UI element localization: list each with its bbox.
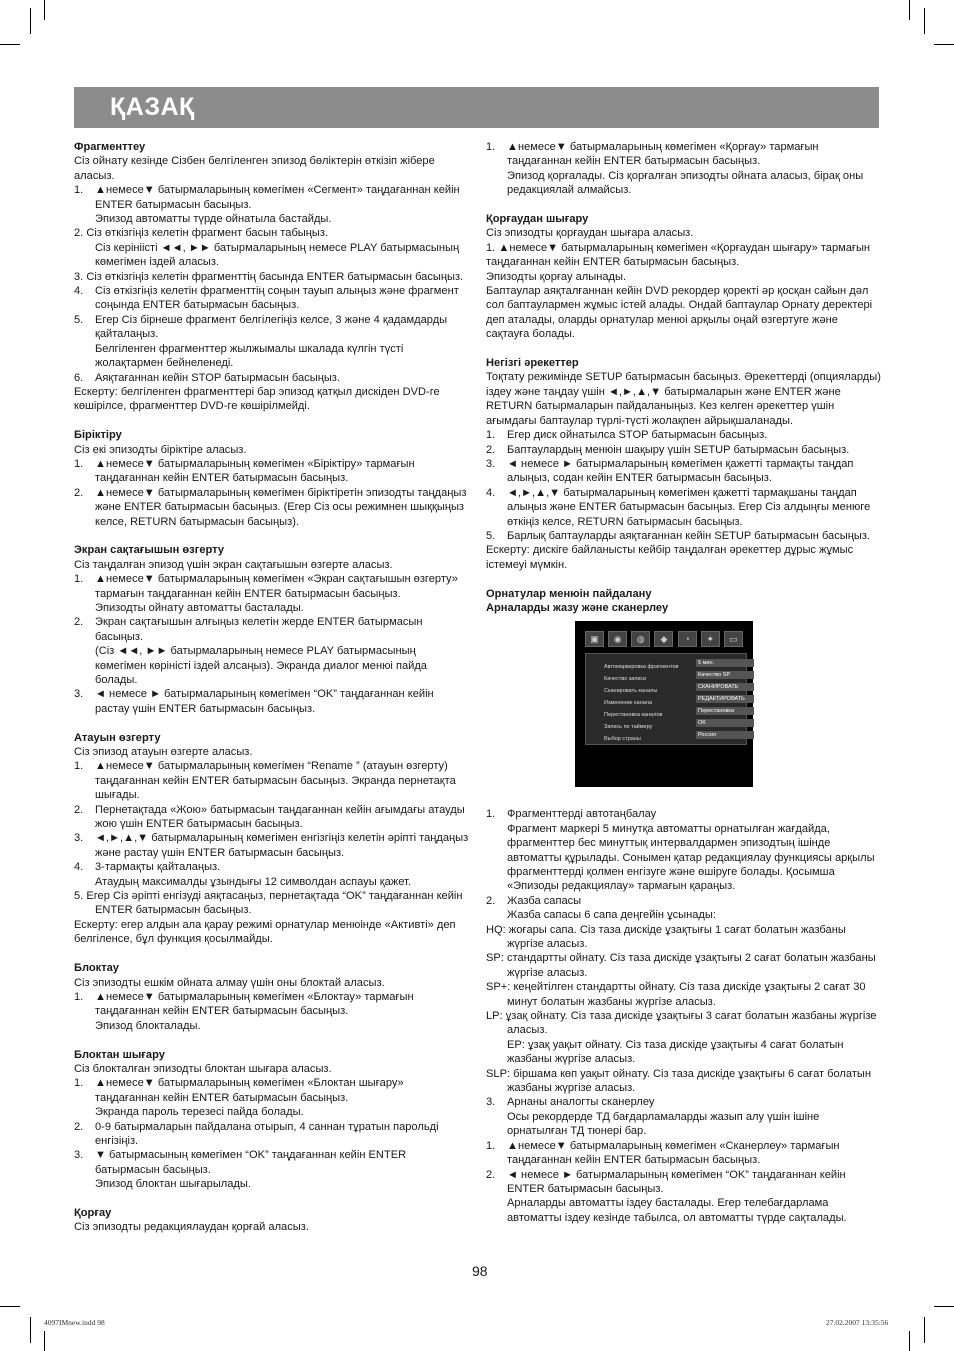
left-column [74,140,470,1249]
menu-row-value: СКАНИРОВАТЬ [696,683,754,691]
list-item [74,284,470,313]
indented-text: Атаудың максималды ұзындығы 12 символдан аспауы қажет. [95,875,411,888]
list-item [486,529,882,543]
section [74,140,470,414]
menu-row-label: Выбор страны [604,736,641,743]
menu-row [586,718,746,729]
list-number: 1. [486,141,496,153]
film-icon: ▣ [585,631,604,647]
indented-text: Сіз керініісті ◄◄, ►► батырмаларының немесе PLAY батырмасының көмегімен іздей аласыз. [95,241,460,269]
list-number: 2. [74,616,84,629]
list-item [486,894,882,908]
list-item [74,1120,470,1149]
paragraph: Ескерту: дискіге байланысты кейбір таңдалған әрекеттер дұрыс жұмыс істемеуі мүмкін. [486,544,854,571]
indented-text: Эпизод қорғалады. Сіз қорғалған эпизодты ойната аласыз, бірақ оны редакциялай алмайсыз. [507,169,864,197]
list-text: 0-9 батырмаларын пайдалана отырып, 4 саннан тұратын парольді енгізіңіз. [95,1120,439,1147]
menu-row-label: Перестановка каналов [604,712,663,719]
menu-row-label: Сканировать каналы [604,688,658,695]
list-text: Жазба сапасы [507,894,582,907]
crop-mark [909,1331,910,1351]
list-text: ▲немесе▼ батырмаларының көмегімен «Біріктіру» тармағын таңдағаннан кейін ENTER батырмасын басыңыз. [95,457,415,485]
list-number: 1. [74,1077,84,1090]
paragraph: Эпизодты қорғау алынады. [486,270,627,283]
section-heading: Экран сақтағышын өзгерту [74,544,224,557]
list-number: 1. [74,990,84,1003]
list-number: 4. [74,285,84,298]
section-subheading: Арналарды жазу және сканерлеу [486,601,669,614]
section [486,807,882,1225]
menu-row-value: 5 мин. [696,659,754,667]
list-item [74,615,470,644]
section [486,587,882,616]
list-text: Арнаны аналогты сканерлеу [507,1096,655,1109]
list-text: ◄ немесе ► батырмаларының көмегімен қажетті тармақты таңдап алыңыз, содан кейін ENTER батырмасын басыңыз. [507,457,854,485]
list-number: 1. [486,1139,496,1152]
list-item [74,457,470,486]
list-number: 3. [486,1096,496,1109]
crop-mark [909,0,910,20]
list-text: ▲немесе▼ батырмаларының көмегімен біріктіретін эпизодты таңдаңыз және ENTER батырмасын басыңыз. (Егер Сіз осы режимнен шыққыңыз келсе, RETURN батырмасын басыңыз). [95,486,467,528]
paragraph: Тоқтату режимінде SETUP батырмасын басыңыз. Әрекеттерді (опцияларды) іздеу және таңдау үшін ◄,►,▲,▼ батырмаларын және ENTER және RETURN батырмаларын пайдаланыңыз. Кез келген әрекеттер үшін ағымдағы баптаулар түрлі-түсті жолақпен айрықшаланады. [486,371,881,427]
list-text: ◄ немесе ► батырмаларының көмегімен “OK” таңдағаннан кейін ENTER батырмасын басыңыз. [507,1168,846,1195]
paragraph: Сіз екі эпизодты біріктіре аласыз. [74,443,247,456]
indented-text: Жазба сапасы 6 сапа деңгейін ұсынады: [507,909,716,922]
crop-mark [44,1331,45,1351]
menu-row-label: Запись по таймеру [604,724,653,731]
list-item [74,687,470,716]
list-text: ◄ немесе ► батырмаларының көмегімен “OK” таңдағаннан кейін растау үшін ENTER батырмасын басыңыз. [95,688,434,715]
section [74,543,470,716]
list-item [74,313,470,342]
section [74,961,470,1033]
indented-text: Эпизод блоктан шығарылады. [95,1178,251,1191]
list-item [74,1148,470,1177]
list-number: 1. [486,808,496,821]
list-number: 6. [74,371,84,384]
hanging-text: LP: ұзақ ойнату. Сіз таза дискіде ұзақтығы 3 сағат болатын жазбаны жүргізе аласыз. [486,1010,877,1037]
page-title: ҚАЗАҚ [110,93,195,121]
hanging-text: 5. Егер Сіз әріпті енгізуді аяқтасаңыз, пернетақтада “OK” таңдағаннан кейін ENTER батырмасын басыңыз. [74,890,463,917]
menu-row-value: Перестановка [696,707,754,715]
menu-panel [585,653,747,745]
crop-mark [924,1317,925,1343]
list-number: 4. [486,486,496,499]
list-item [74,486,470,529]
clock-icon: ◔ [678,631,697,647]
list-text: ▲немесе▼ батырмаларының көмегімен «Қорғау» тармағын таңдағаннан кейін ENTER батырмасын басыңыз. [507,141,819,168]
list-text: Егер Сіз бірнеше фрагмент белгілегіңіз келсе, 3 және 4 қадамдарды қайталаңыз. [95,313,448,341]
list-text: ▲немесе▼ батырмаларының көмегімен “Rename ” (атауын өзгерту) таңдағаннан кейін ENTER батырмасын басыңыз. Экранда пернетақта шығады. [95,760,456,802]
tv-icon: ▭ [724,631,743,647]
list-text: ▲немесе▼ батырмаларының көмегімен «Экран сақтағышын өзгерту» тармағын таңдағаннан кейін ENTER батырмасын басыңыз. [95,573,458,600]
section-heading: Блоктан шығару [74,1048,165,1061]
menu-row [586,658,746,669]
section [486,140,882,198]
hanging-text: HQ: жоғары сапа. Сіз таза дискіде ұзақтығы 1 сағат болатын жазбаны жүргізе аласыз. [486,923,846,951]
list-item [74,759,470,802]
list-number: 1. [74,184,84,197]
list-number: 5. [486,529,496,542]
section [74,428,470,529]
list-item [486,486,882,529]
list-text: 3-тармақты қайталаңыз. [95,861,221,874]
list-item [74,371,470,385]
paragraph: Сіз эпизодты ешкім ойната алмау үшін оны блоктай аласыз. [74,976,385,989]
list-item [486,443,882,457]
disc-icon: ◉ [608,631,627,647]
list-text: Барлық баптауларды аяқтағаннан кейін SETUP батырмасын басыңыз. [507,529,871,542]
hanging-text: 2. Сіз өткізгіңіз келетін фрагмент басын табыңыз. [74,227,329,240]
list-item [74,183,470,212]
indented-text: Осы рекордерде ТД бағдарламаларды жазып алу үшін ішіне орнатылған ТД тюнері бар. [507,1110,820,1138]
menu-row-value: OK [696,719,754,727]
indented-text: Фрагмент маркері 5 минутқа автоматты орнатылған жағдайда, фрагменттер бес минуттық интервалдармен эпизодтың ішінде автоматты құрылады. Сонымен қатар редакциялау функциясы арқылы фрагменттерді қолмен енгізуге және өшіруге болады. Қосымша «Эпизоды редакциялау» тармағын қараңыз. [507,822,875,893]
crop-mark [934,44,954,45]
list-number: 1. [74,573,84,586]
list-item [486,1139,882,1168]
section-heading: Қорғау [74,1206,112,1219]
crop-mark [44,0,45,20]
list-item [486,428,882,442]
list-number: 1. [486,429,496,442]
paragraph: Сіз таңдалған эпизод үшін экран сақтағышын өзгерте аласыз. [74,558,393,571]
section-heading: Атауын өзгерту [74,731,161,744]
menu-row-value: Россия [696,731,754,739]
setup-menu-screenshot [575,621,753,787]
list-number: 2. [486,894,496,907]
indented-text: Эпизод автоматты түрде ойнатыла бастайды. [95,213,332,226]
right-column [486,140,882,1240]
paragraph: Ескерту: белгіленген фрагменттері бар эпизод қатқыл дискіден DVD-ге көшірілсе, фрагменттер DVD-ге көшірілмейді. [74,385,440,413]
globe-icon: ◍ [631,631,650,647]
crop-mark [0,44,20,45]
list-number: 2. [74,1120,84,1133]
list-text: ◄,►,▲,▼ батырмаларының көмегімен қажетті тармақшаны таңдап алыңыз және ENTER батырмасын басыңыз. Егер Сіз алдыңғы менюге өткіңіз келсе, RETURN батырмасын басыңыз. [507,486,871,528]
section [74,1048,470,1192]
hanging-text: SLP: біршама көп уақыт ойнату. Сіз таза дискіде ұзақтығы 6 сағат болатын жазбаны жүргізе аласыз. [486,1067,872,1095]
list-item [74,1076,470,1105]
speaker-icon: ◆ [654,631,673,647]
list-number: 1. [74,760,84,773]
list-item [486,1168,882,1197]
hanging-text: SP: стандартты ойнату. Сіз таза дискіде ұзақтығы 2 сағат болатын жазбаны жүргізе аласыз. [486,952,876,979]
paragraph: Сіз блокталған эпизодты блоктан шығара аласыз. [74,1062,332,1075]
menu-row [586,706,746,717]
section [74,1206,470,1235]
paragraph: Сіз ойнату кезінде Сізбен белгіленген эпизод бөліктерін өткізіп жібере аласыз. [74,155,435,182]
list-text: Фрагменттерді автотаңбалау [507,808,657,821]
indented-text: Эпизодты ойнату автоматты басталады. [95,601,304,614]
crop-mark [30,8,31,34]
menu-row [586,682,746,693]
indented-text: (Сіз ◄◄, ►► батырмаларының немесе PLAY батырмасының көмегімен көріністі іздей алсаңыз). Экранда диалог менюі пайда болады. [95,645,427,686]
paragraph: Сіз эпизодты редакциялаудан қорғай аласыз. [74,1221,309,1234]
list-item [74,572,470,601]
list-number: 3. [486,457,496,470]
settings-icon: ✦ [701,631,720,647]
list-number: 2. [486,1168,496,1181]
section-heading: Негізгі әрекеттер [486,357,579,370]
section-heading: Блоктау [74,962,119,975]
crop-mark [934,1306,954,1307]
indented-text: Арналарды автоматты іздеу басталады. Егер телебағдарлама автоматты іздеу кезінде табылса, ол автоматты түрде сақталады. [507,1197,847,1224]
list-text: Баптаулардың менюін шақыру үшін SETUP батырмасын басыңыз. [507,443,850,456]
list-item [486,807,882,821]
menu-row [586,670,746,681]
list-number: 5. [74,313,84,326]
paragraph: Сіз эпизодты қорғаудан шығара аласыз. [486,227,694,240]
paragraph: Ескерту: егер алдын ала қарау режимі орнатулар менюінде «Активті» деп белгіленсе, бұл функция қосылмайды. [74,918,456,946]
list-number: 3. [74,832,84,845]
list-number: 2. [74,803,84,816]
hanging-text: 3. Сіз өткізгіңіз келетін фрагменттің басында ENTER батырмасын басыңыз. [74,270,464,283]
crop-mark [30,1317,31,1343]
section-heading: Біріктіру [74,429,122,442]
menu-row-value: Качество SP [696,671,754,679]
footer-file-info: 4097IMnew.indd 98 [44,1318,105,1327]
section-heading: Қорғаудан шығару [486,213,589,226]
menu-row-value: РЕДАКТИРОВАТЬ [696,695,754,703]
list-text: Экран сақтағышын алғыңыз келетін жерде ENTER батырмасын басыңыз. [95,616,423,643]
menu-row-label: Изменение канала [604,700,653,707]
list-text: ▲немесе▼ батырмаларының көмегімен «Блоктан шығару» таңдағаннан кейін ENTER батырмасын басыңыз. [95,1077,404,1104]
list-number: 3. [74,1149,84,1162]
paragraph: 1. ▲немесе▼ батырмаларының көмегімен «Қорғаудан шығару» тармағын таңдағаннан кейін ENTER батырмасын басыңыз. [486,241,871,269]
list-item [486,457,882,486]
menu-row-label: Автомаркировка фрагментов [604,664,679,671]
menu-icon-bar [585,631,743,647]
list-item [486,1095,882,1109]
section-heading: Орнатулар менюін пайдалану [486,587,652,600]
list-text: Аяқтағаннан кейін STOP батырмасын басыңыз. [95,371,340,384]
page-number: 98 [472,1263,488,1279]
list-number: 1. [74,457,84,470]
footer-timestamp: 27.02.2007 13:35:56 [826,1318,889,1327]
list-number: 3. [74,688,84,701]
section-heading: Фрагменттеу [74,141,146,153]
indented-text: EP: ұзақ уақыт ойнату. Сіз таза дискіде ұзақтығы 4 сағат болатын жазбаны жүргізе аласыз. [507,1038,844,1066]
paragraph: Сіз эпизод атауын өзгерте аласыз. [74,746,253,759]
menu-row [586,694,746,705]
list-text: ▲немесе▼ батырмаларының көмегімен «Блоктау» тармағын таңдағаннан кейін ENTER батырмасын басыңыз. [95,990,414,1018]
section [74,731,470,947]
list-text: Сіз өткізгіңіз келетін фрагменттің соңын тауып алыңыз және фрагмент соңында ENTER батырмасын басыңыз. [95,285,459,312]
crop-mark [0,1306,20,1307]
list-text: ◄,►,▲,▼ батырмаларының көмегімен енгізгіңіз келетін әріпті таңдаңыз және растау үшін ENTER батырмасын басыңыз. [95,832,469,859]
list-item [74,831,470,860]
indented-text: Белгіленген фрагменттер жылжымалы шкалада күлгін түсті жолақтармен бейнеленеді. [95,342,404,370]
section [486,356,882,572]
list-number: 2. [74,486,84,499]
menu-row-label: Качество записи [604,676,647,683]
list-text: ▲немесе▼ батырмаларының көмегімен «Сегмент» таңдағаннан кейін ENTER батырмасын басыңыз. [95,184,460,211]
list-text: Егер диск ойнатылса STOP батырмасын басыңыз. [507,429,768,442]
menu-row [586,730,746,741]
hanging-text: SP+: кеңейтілген стандартты ойнату. Сіз таза дискіде ұзақтығы 2 сағат 30 минут болатын жазбаны жүргізе аласыз. [486,981,866,1008]
paragraph: Баптаулар аяқталғаннан кейін DVD рекордер қоректі әр қосқан сайын дәл сол баптаулармен жұмыс істей алады. Ондай баптаулар Орнату деректері деп аталады, оларды орнатулар менюі арқылы оңай өзгертуге және сақтауға болады. [486,285,873,341]
section-header-bar [74,87,879,128]
list-item [74,803,470,832]
list-number: 4. [74,861,84,874]
list-item [486,140,882,169]
list-item [74,990,470,1019]
crop-mark [924,8,925,34]
list-text: ▲немесе▼ батырмаларының көмегімен «Сканерлеу» тармағын таңдағаннан кейін ENTER батырмасын басыңыз. [507,1139,840,1167]
list-text: ▼ батырмасының көмегімен “OK” таңдағаннан кейін ENTER батырмасын басыңыз. [95,1149,407,1176]
list-number: 2. [486,443,496,456]
indented-text: Экранда пароль терезесі пайда болады. [95,1106,304,1119]
indented-text: Эпизод блокталады. [95,1019,201,1032]
list-text: Пернетақтада «Жою» батырмасын таңдағаннан кейін ағымдағы атауды жою үшін ENTER батырмасын басыңыз. [95,803,465,831]
section [486,212,882,342]
list-item [74,860,470,874]
